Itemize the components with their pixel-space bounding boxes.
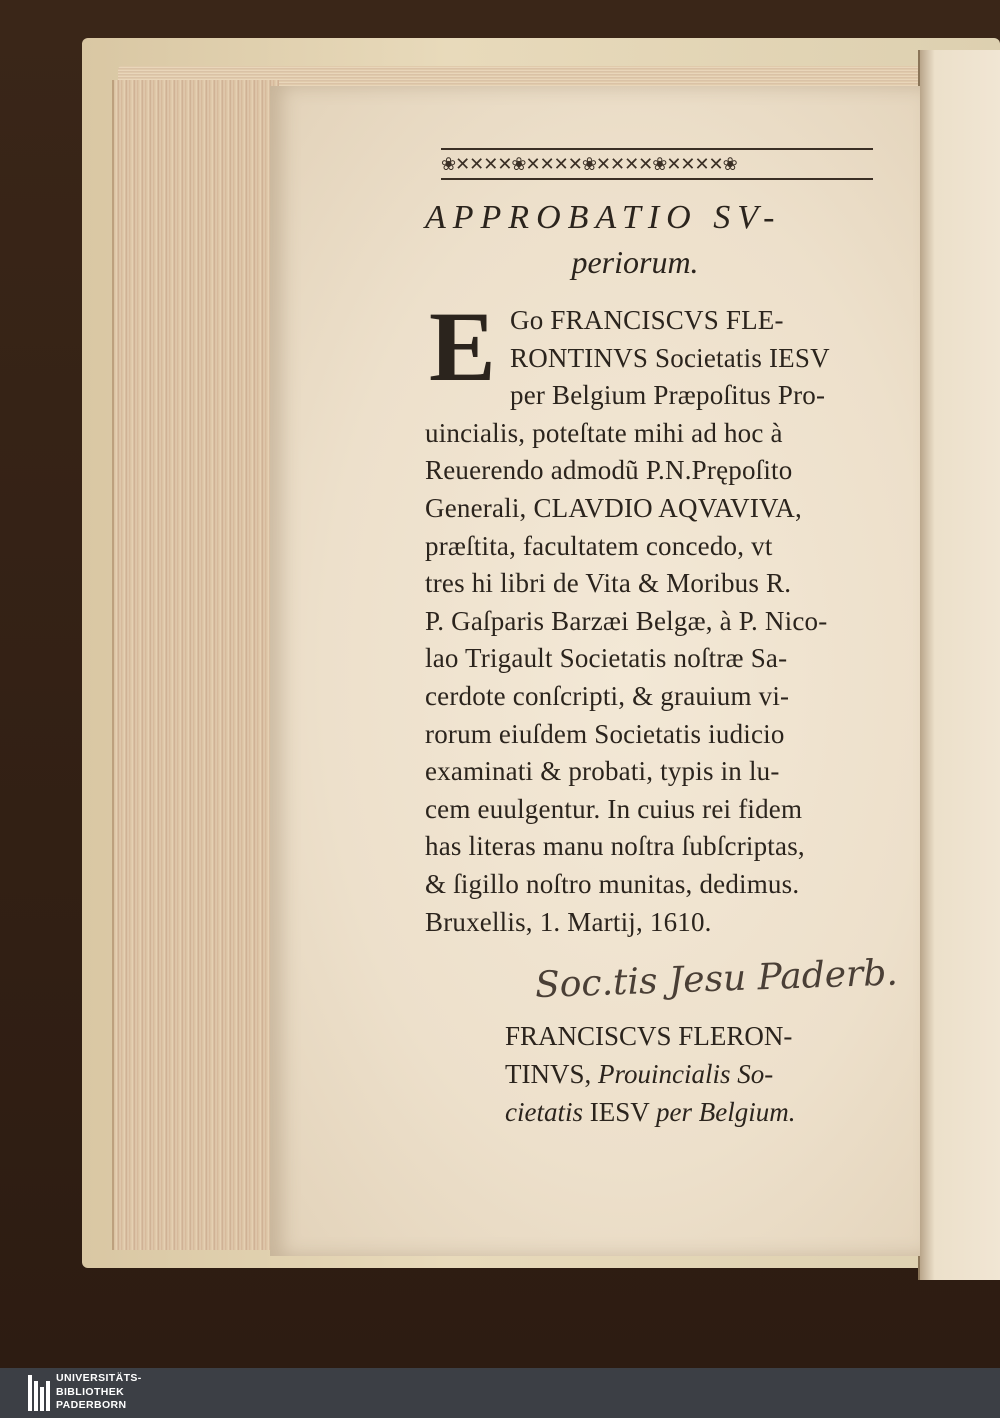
page-content [425, 148, 899, 1131]
page-title-continuation: periorum. [571, 244, 699, 280]
library-name-line: UNIVERSITÄTS- [56, 1372, 142, 1384]
signature-region: per Belgium. [656, 1097, 796, 1128]
library-name-line: PADERBORN [56, 1399, 127, 1411]
library-name [56, 1372, 142, 1413]
text-line: Reuerendo admodũ P.N.Prępoſito [425, 455, 793, 486]
signature-line [425, 1055, 885, 1093]
text-line: & ſigillo noſtro munitas, dedimus. [425, 868, 800, 899]
text-line: P. Gaſparis Barzæi Belgæ, à P. Nico- [425, 605, 828, 636]
text-line: RONTINVS Societatis IESV [510, 342, 830, 373]
facing-page-edge [918, 50, 1000, 1280]
page-title: APPROBATIO SV- [425, 199, 782, 236]
library-logo-icon [28, 1375, 50, 1411]
signature-role-end: cietatis [505, 1097, 590, 1128]
handwritten-ownership-note: Soc.tis Jesu Paderb. [534, 952, 899, 1007]
text-line: præſtita, facultatem concedo, vt [425, 530, 773, 561]
text-line: uincialis, poteſtate mihi ad hoc à [425, 417, 783, 448]
library-footer [0, 1368, 1000, 1418]
text-line: per Belgium Præpoſitus Pro- [510, 380, 826, 411]
signature-name-end: TINVS, [505, 1059, 598, 1090]
signature-line [425, 1093, 885, 1131]
text-line: examinati & probati, typis in lu- [425, 756, 780, 787]
closing-signature [425, 1017, 885, 1131]
text-line: cem euulgentur. In cuius rei fidem [425, 793, 803, 824]
ornament-border: ❀✕✕✕✕❀✕✕✕✕❀✕✕✕✕❀✕✕✕✕❀ [441, 148, 873, 180]
signature-line: FRANCISCVS FLERON- [505, 1021, 793, 1052]
text-line: tres hi libri de Vita & Moribus R. [425, 568, 792, 599]
text-line: cerdote conſcripti, & grauium vi- [425, 680, 790, 711]
signature-society: IESV [589, 1097, 656, 1128]
text-line: Bruxellis, 1. Martij, 1610. [425, 906, 712, 937]
approbation-text [425, 291, 885, 941]
text-line: Generali, CLAVDIO AQVAVIVA, [425, 492, 802, 523]
signature-role: Prouincialis So- [598, 1059, 774, 1090]
text-line: rorum eiuſdem Societatis iudicio [425, 718, 785, 749]
library-name-line: BIBLIOTHEK [56, 1385, 125, 1398]
text-line: has literas manu noſtra ſubſcriptas, [425, 831, 805, 862]
page-edges-stack [112, 80, 279, 1250]
text-line: Go FRANCISCVS FLE- [510, 305, 784, 335]
drop-cap: E [429, 291, 496, 402]
text-line: lao Trigault Societatis noſtræ Sa- [425, 643, 788, 674]
